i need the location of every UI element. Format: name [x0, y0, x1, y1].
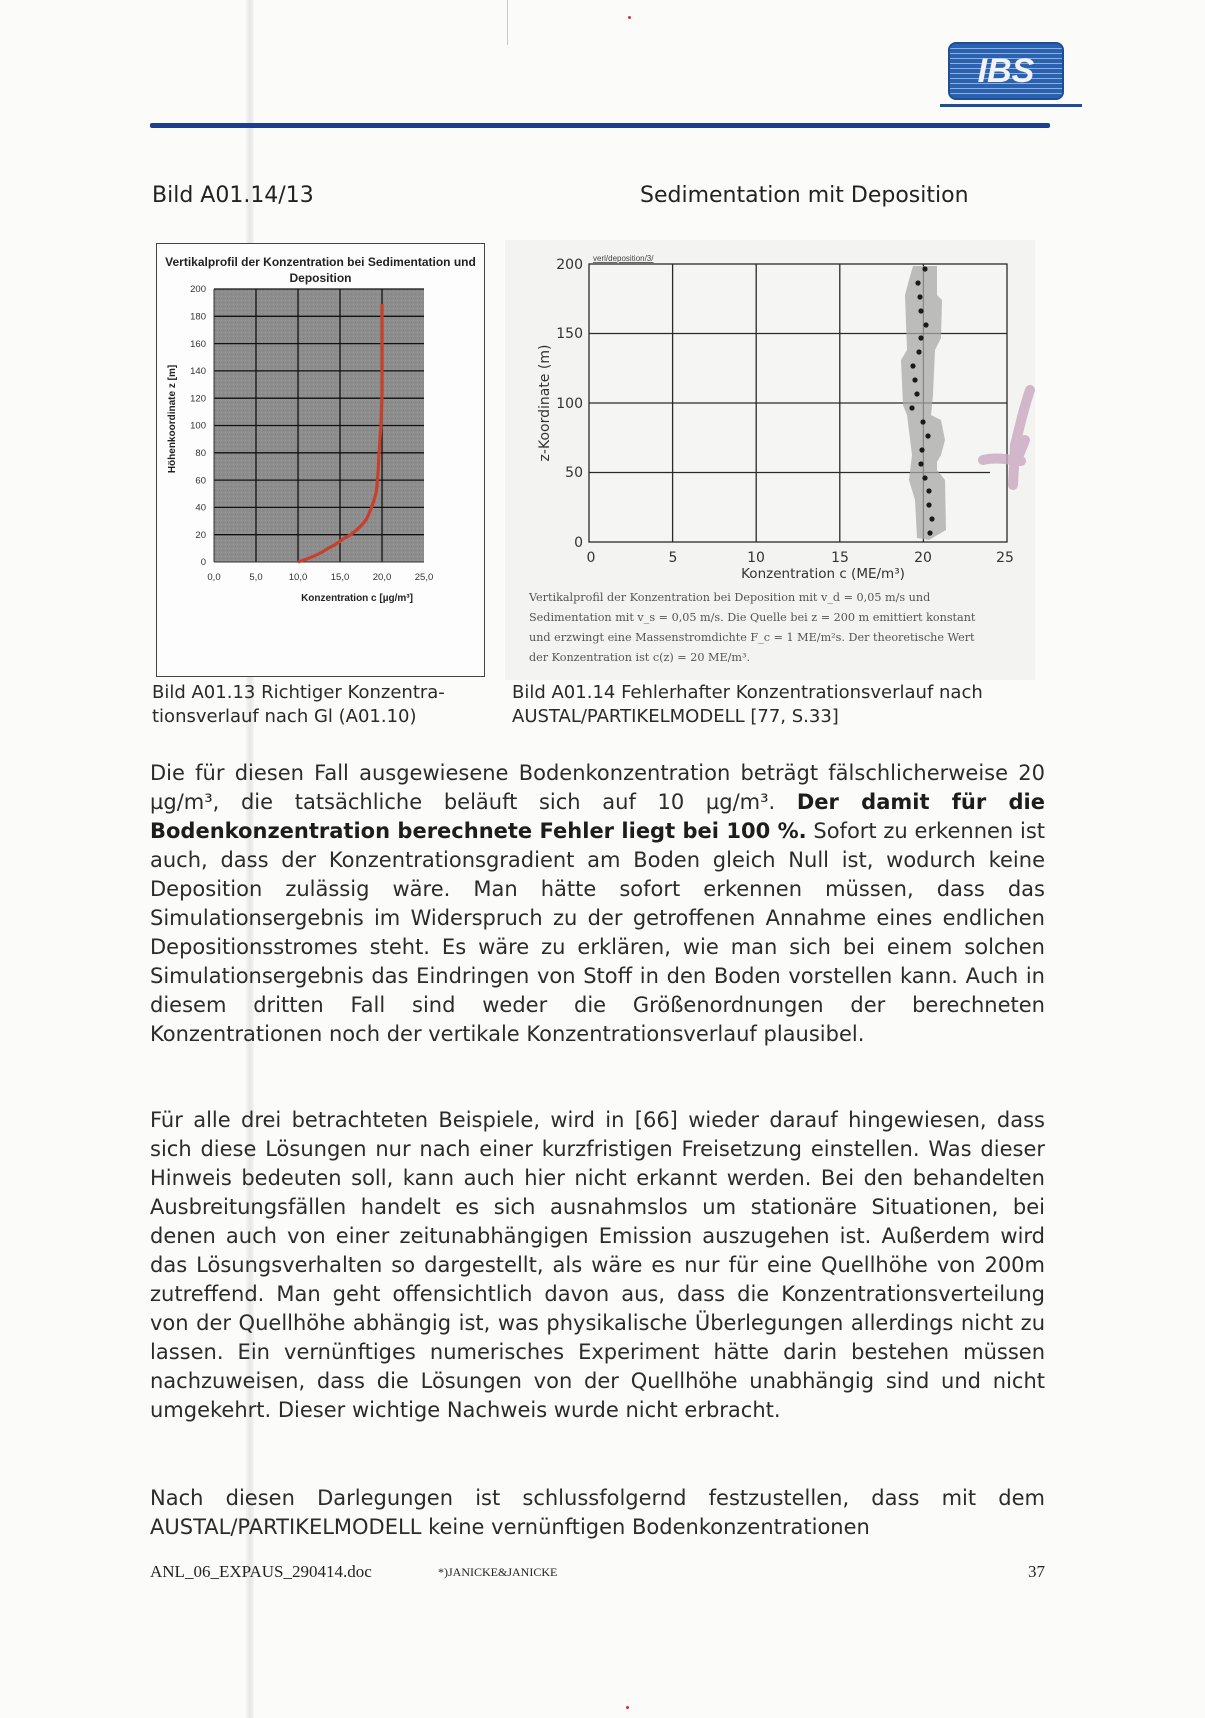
svg-text:200: 200	[556, 257, 583, 273]
chart-faulty-profile	[505, 240, 1035, 680]
ibs-logo	[940, 40, 1070, 100]
svg-text:25,0: 25,0	[414, 572, 434, 583]
svg-text:10: 10	[747, 550, 765, 566]
svg-text:60: 60	[195, 475, 206, 487]
svg-text:0: 0	[200, 557, 206, 569]
svg-text:80: 80	[195, 448, 206, 459]
scan-artifact-line	[507, 0, 508, 45]
chart-plot	[157, 244, 484, 676]
bold-statement: Der damit für die Bodenkonzentration berechnete Fehler liegt bei 100 %.	[150, 790, 1046, 843]
svg-text:10,0: 10,0	[288, 572, 308, 583]
footer-filename: ANL_06_EXPAUS_290414.doc	[150, 1562, 372, 1581]
svg-text:120: 120	[190, 393, 206, 405]
paragraph-2: Für alle drei betrachteten Beispiele, wird in [66] wieder darauf hingewiesen, dass sich diese Lösungen nur nach einer kurzfristigen Freisetzung einstellen. Was dieser Hinweis bedeuten soll, kann auch hier nicht erkannt werden. Bei den behandelten Ausbreitungsfällen handelt es sich ausnahmslos um stationäre Situationen, bei denen auch von einer zeitunabhängigen Emission auszugehen ist. Außerdem wird das Lösungsverhalten so dargestellt, als wäre es nur für eine Quellhöhe von 200m zutreffend. Man geht offensichtlich davon aus, dass die Konzentrationsverteilung von der Quellhöhe abhängig ist, was physikalische Überlegungen allerdings nicht zu lassen. Ein vernünftiges numerisches Experiment hätte darin bestehen müssen nachzuweisen, dass die Lösungen von der Quellhöhe unabhängig sind und nicht umgekehrt. Dieser wichtige Nachweis wurde nicht erbracht.	[150, 1108, 1045, 1422]
svg-text:15,0: 15,0	[330, 572, 350, 583]
text-run: Die für diesen Fall ausgewiesene Bodenkonzentration beträgt fälschlicherweise 20 µg/m³, die tatsächliche beläuft sich auf 10 µg/m³.	[150, 761, 1045, 814]
svg-text:5,0: 5,0	[249, 572, 263, 583]
chart-plot	[505, 240, 1035, 580]
logo-badge	[948, 42, 1064, 100]
svg-text:5: 5	[668, 550, 678, 566]
footer-author: *)JANICKE&JANICKE	[438, 1565, 558, 1579]
figure-number-label: Bild A01.14/13	[152, 183, 314, 208]
svg-text:140: 140	[190, 366, 206, 377]
svg-text:20: 20	[195, 529, 206, 541]
caption-line: Vertikalprofil der Konzentration bei Deposition mit v_d = 0,05 m/s und	[529, 591, 931, 604]
svg-text:150: 150	[556, 326, 583, 342]
x-axis-label: Konzentration c (ME/m³)	[741, 566, 905, 580]
header-divider	[150, 123, 1050, 128]
y-axis-label: z-Koordinate (m)	[537, 344, 553, 462]
caption-line: Bild A01.14 Fehlerhafter Konzentrationsverlauf nach	[512, 682, 983, 703]
figure-caption-left	[152, 681, 445, 729]
svg-text:20: 20	[914, 550, 932, 566]
chart-correct-profile	[156, 243, 485, 677]
source-figure-caption	[529, 588, 1029, 668]
logo-text: IBS	[977, 52, 1035, 90]
svg-text:100: 100	[556, 396, 583, 412]
svg-text:160: 160	[190, 338, 206, 350]
caption-line: der Konzentration ist c(z) = 20 ME/m³.	[529, 651, 751, 664]
caption-line: tionsverlauf nach Gl (A01.10)	[152, 706, 417, 727]
caption-line: und erzwingt eine Massenstromdichte F_c = 1 ME/m²s. Der theoretische Wert	[529, 631, 975, 644]
caption-line: Bild A01.13 Richtiger Konzentra-	[152, 682, 445, 703]
svg-text:0,0: 0,0	[207, 572, 221, 583]
svg-text:25: 25	[996, 550, 1014, 566]
svg-text:100: 100	[190, 420, 206, 432]
svg-text:40: 40	[195, 502, 206, 514]
text-run: Sofort zu erkennen ist auch, dass der Konzentrationsgradient am Boden gleich Null ist, wodurch keine Deposition zulässig wäre. Man hätte sofort erkennen müssen, dass das Simulationsergebnis im Widerspruch zu der getroffenen Annahme eines endlichen Depositionsstromes steht. Es wäre zu erklären, wie man sich bei einem solchen Simulationsergebnis das Eindringen von Stoff in den Boden vorstellen kann. Auch in diesem dritten Fall sind weder die Größenordnungen der berechneten Konzentrationen noch der vertikale Konzentrationsverlauf plausibel.	[150, 819, 1045, 1046]
handwritten-mark	[975, 385, 1035, 495]
plot-source-tag: verl/deposition/3/	[593, 254, 654, 263]
x-axis-label: Konzentration c [µg/m³]	[301, 593, 413, 604]
page-number: 37	[1028, 1562, 1045, 1581]
caption-line: Sedimentation mit v_s = 0,05 m/s. Die Quelle bei z = 200 m emittiert konstant	[529, 611, 976, 624]
svg-text:0: 0	[586, 550, 596, 566]
svg-text:180: 180	[190, 311, 206, 323]
svg-text:20,0: 20,0	[372, 572, 392, 583]
scan-speck	[626, 1706, 629, 1709]
svg-text:0: 0	[574, 535, 583, 551]
svg-text:15: 15	[831, 550, 849, 566]
svg-text:50: 50	[565, 465, 583, 481]
logo-underline	[940, 104, 1082, 107]
paragraph-1	[150, 759, 1045, 1049]
svg-text:200: 200	[190, 284, 206, 295]
scan-speck	[628, 16, 631, 19]
figure-topic-label: Sedimentation mit Deposition	[640, 183, 969, 208]
y-axis-label: Höhenkoordinate z [m]	[167, 364, 178, 474]
caption-line: AUSTAL/PARTIKELMODELL [77, S.33]	[512, 706, 839, 727]
chart-title: Vertikalprofil der Konzentration bei Sedimentation und Deposition	[165, 255, 476, 285]
paragraph-3: Nach diesen Darlegungen ist schlussfolgernd festzustellen, dass mit dem AUSTAL/PARTIKELMODELL keine vernünftigen Bodenkonzentrationen	[150, 1486, 1045, 1539]
figure-caption-right	[512, 681, 983, 729]
